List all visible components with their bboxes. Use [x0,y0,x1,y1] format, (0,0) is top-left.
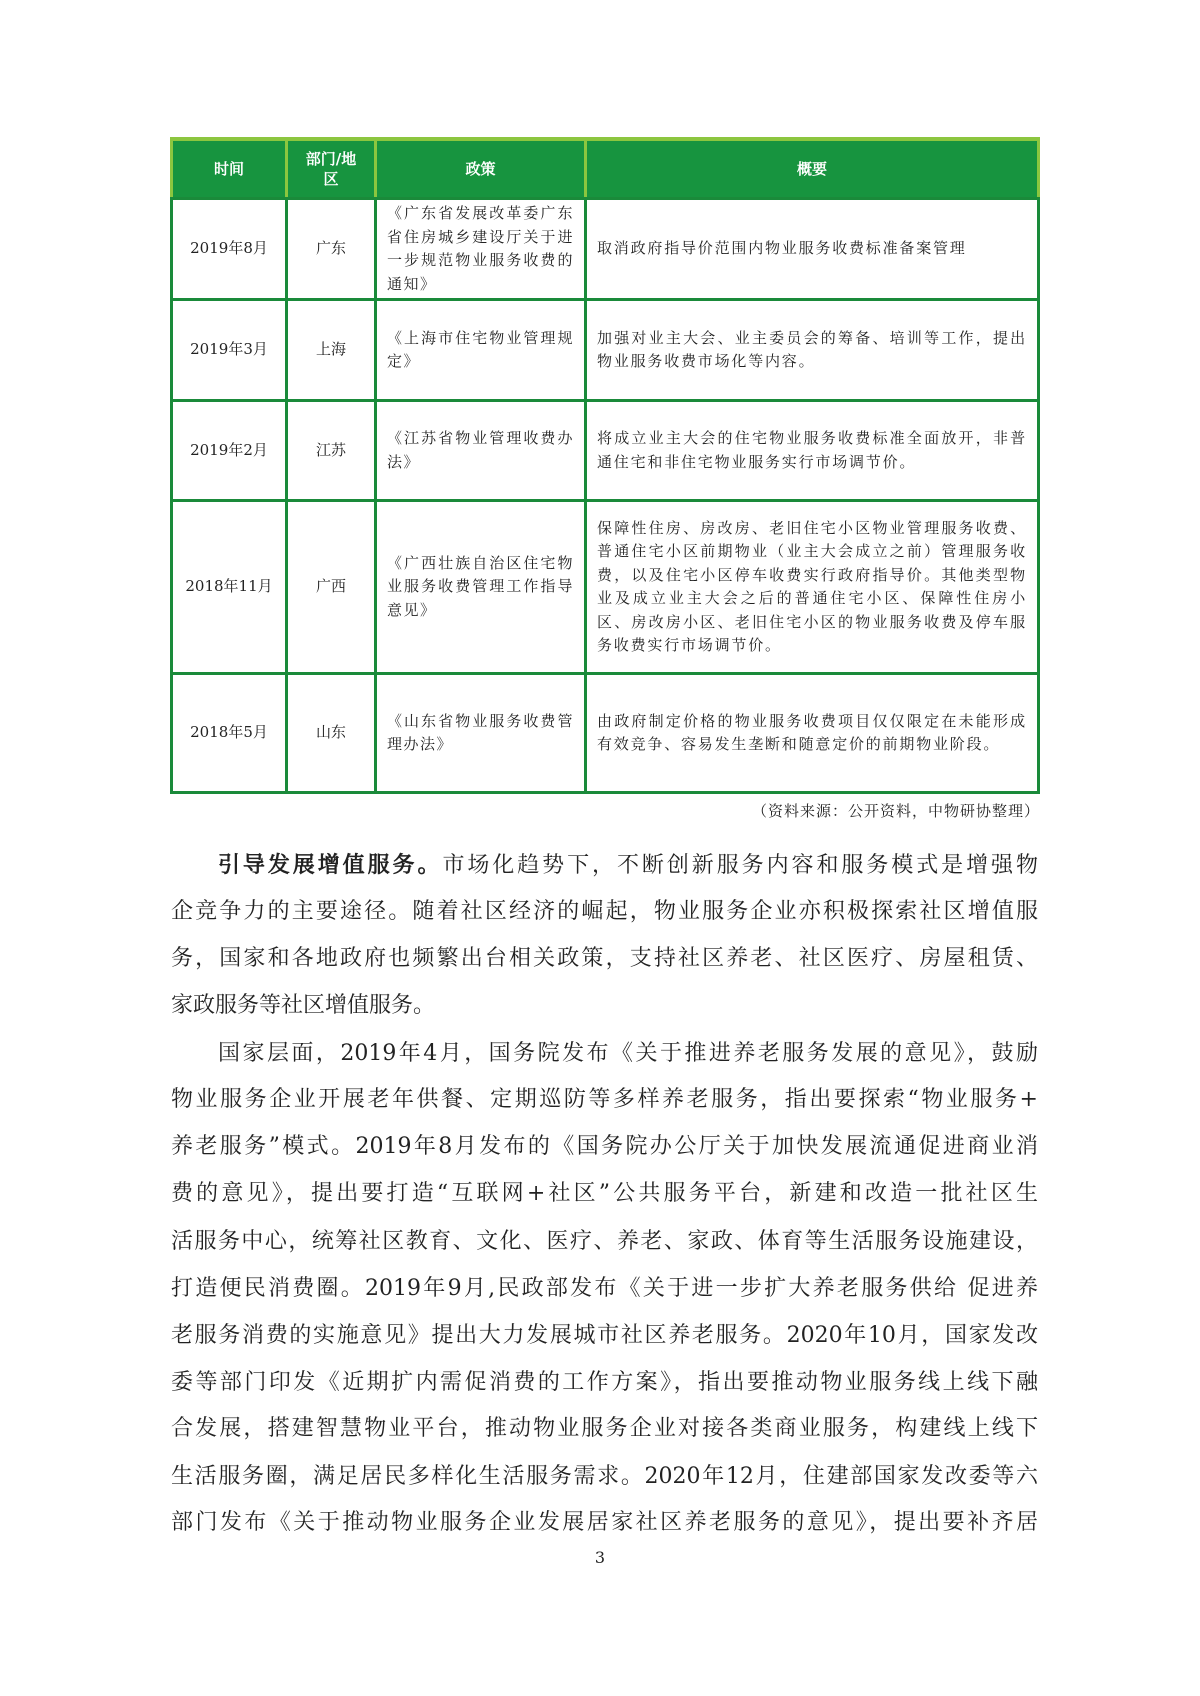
paragraph-line: 活服务中心，统筹社区教育、文化、医疗、养老、家政、体育等生活服务设施建设， [171,1229,1038,1254]
paragraph-line: 务，国家和各地政府也频繁出台相关政策，支持社区养老、社区医疗、房屋租赁、 [171,946,1038,971]
cell-summary: 加强对业主大会、业主委员会的筹备、培训等工作，提出物业服务收费市场化等内容。 [586,300,1039,401]
policy-table [170,137,1040,794]
cell-time: 2019年2月 [172,401,287,501]
paragraph-line: 养老服务”模式。2019年8月发布的《国务院办公厅关于加快发展流通促进商业消 [171,1134,1038,1159]
cell-time: 2018年11月 [172,501,287,674]
cell-region: 山东 [287,674,376,793]
paragraph-line: 费的意见》，提出要打造“互联网+社区”公共服务平台，新建和改造一批社区生 [171,1181,1038,1206]
cell-region: 广西 [287,501,376,674]
cell-policy: 《江苏省物业管理收费办法》 [376,401,586,501]
paragraph-line: 国家层面，2019年4月，国务院发布《关于推进养老服务发展的意见》，鼓励 [218,1041,1038,1066]
paragraph-line [218,851,1038,881]
paragraph-line: 合发展，搭建智慧物业平台，推动物业服务企业对接各类商业服务，构建线上线下 [171,1416,1038,1441]
paragraph-line: 老服务消费的实施意见》提出大力发展城市社区养老服务。2020年10月，国家发改 [171,1323,1038,1348]
paragraph-lead: 引导发展增值服务。 [218,853,443,878]
cell-region: 江苏 [287,401,376,501]
table-row [172,501,1039,674]
paragraph-text: 市场化趋势下，不断创新服务内容和服务模式是增强物 [442,853,1038,878]
source-note: （资料来源：公开资料，中物研协整理） [751,802,1040,820]
paragraph-line: 企竞争力的主要途径。随着社区经济的崛起，物业服务企业亦积极探索社区增值服 [171,899,1038,924]
table-row [172,199,1039,300]
cell-region: 上海 [287,300,376,401]
cell-time: 2019年8月 [172,199,287,300]
header-time: 时间 [172,139,287,199]
header-policy: 政策 [376,139,586,199]
page-number: 3 [594,1548,606,1567]
cell-summary: 将成立业主大会的住宅物业服务收费标准全面放开，非普通住宅和非住宅物业服务实行市场调节价。 [586,401,1039,501]
paragraph-line: 物业服务企业开展老年供餐、定期巡防等多样养老服务，指出要探索“物业服务+ [171,1087,1038,1112]
table-row [172,300,1039,401]
paragraph-line: 打造便民消费圈。2019年9月,民政部发布《关于进一步扩大养老服务供给 促进养 [171,1276,1038,1301]
paragraph-line: 家政服务等社区增值服务。 [171,993,436,1018]
cell-time: 2018年5月 [172,674,287,793]
cell-summary: 保障性住房、房改房、老旧住宅小区物业管理服务收费、普通住宅小区前期物业（业主大会成立之前）管理服务收费，以及住宅小区停车收费实行政府指导价。其他类型物业及成立业主大会之后的普通住宅小区、保障性住房小区、房改房小区、老旧住宅小区的物业服务收费及停车服务收费实行市场调节价。 [586,501,1039,674]
cell-policy: 《上海市住宅物业管理规定》 [376,300,586,401]
table-row [172,401,1039,501]
cell-policy: 《广西壮族自治区住宅物业服务收费管理工作指导意见》 [376,501,586,674]
header-summary: 概要 [586,139,1039,199]
cell-policy: 《广东省发展改革委广东省住房城乡建设厅关于进一步规范物业服务收费的通知》 [376,199,586,300]
cell-region: 广东 [287,199,376,300]
header-region: 部门/地区 [287,139,376,199]
paragraph-line: 委等部门印发《近期扩内需促消费的工作方案》，指出要推动物业服务线上线下融 [171,1370,1038,1395]
table-row [172,674,1039,793]
paragraph-line: 生活服务圈，满足居民多样化生活服务需求。2020年12月，住建部国家发改委等六 [171,1464,1038,1489]
cell-time: 2019年3月 [172,300,287,401]
cell-summary: 取消政府指导价范围内物业服务收费标准备案管理 [586,199,1039,300]
cell-policy: 《山东省物业服务收费管理办法》 [376,674,586,793]
paragraph-line: 部门发布《关于推动物业服务企业发展居家社区养老服务的意见》，提出要补齐居 [171,1510,1038,1535]
table-header-row [172,139,1039,199]
cell-summary: 由政府制定价格的物业服务收费项目仅仅限定在未能形成有效竞争、容易发生垄断和随意定价的前期物业阶段。 [586,674,1039,793]
